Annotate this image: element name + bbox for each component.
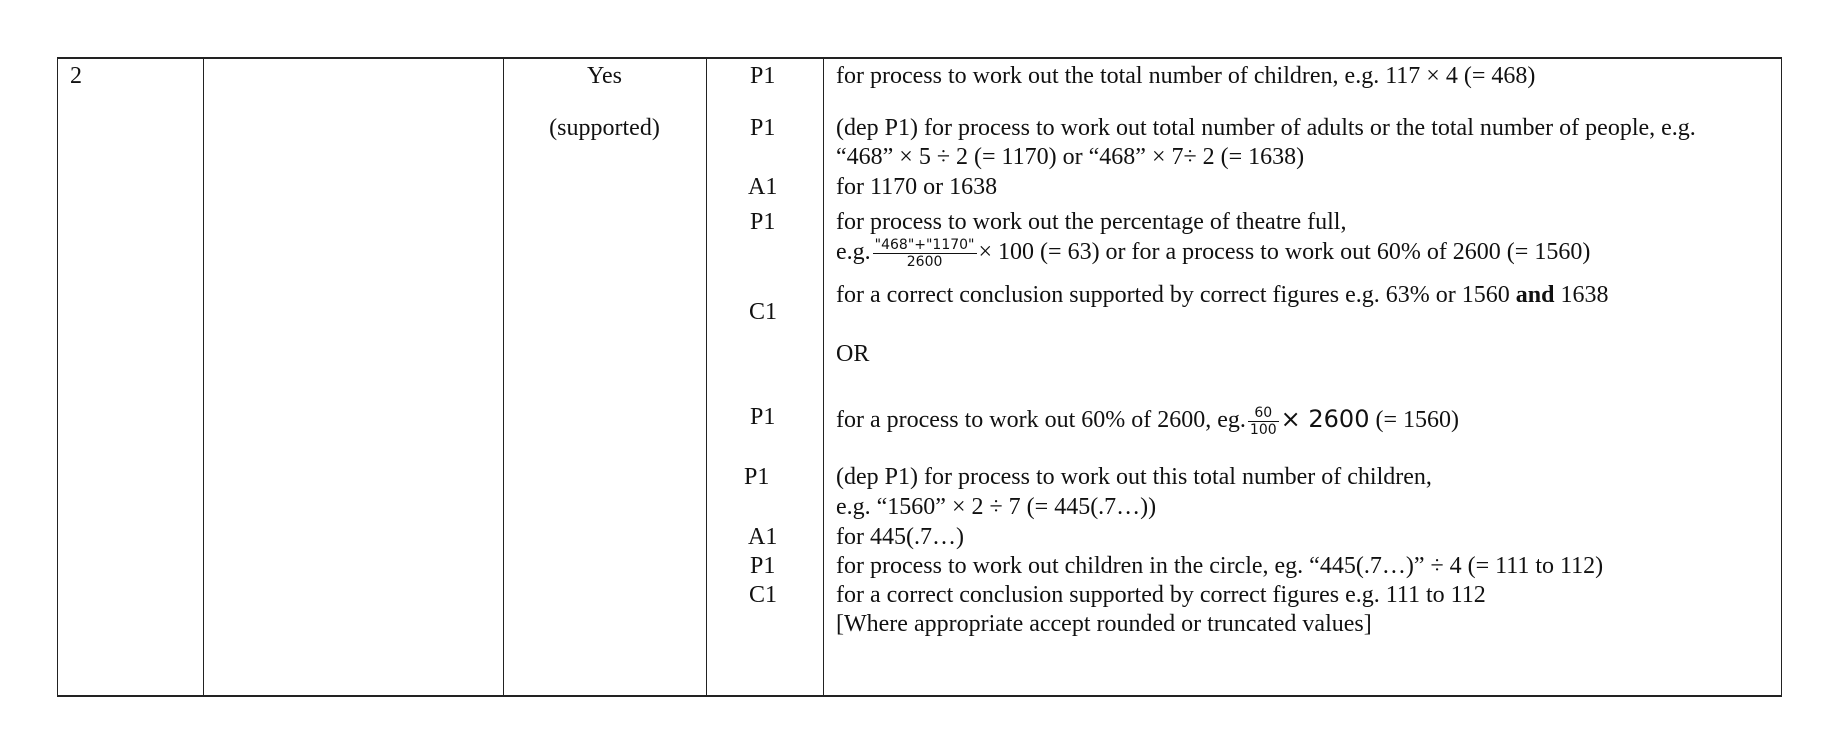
or-separator: OR <box>836 341 870 367</box>
guidance-text-pre: for a correct conclusion supported by correct figures e.g. 63% or 1560 <box>836 282 1510 308</box>
fraction-denominator: 2600 <box>906 254 943 270</box>
question-number: 2 <box>70 63 82 89</box>
guidance-text <box>836 237 1590 270</box>
guidance-prefix: e.g. <box>836 239 871 266</box>
mark-code: C1 <box>749 582 778 608</box>
fraction-denominator: 100 <box>1249 422 1277 438</box>
guidance-text: “468” × 5 ÷ 2 (= 1170) or “468” × 7÷ 2 (= 1638) <box>836 144 1305 170</box>
guidance-text-bold: and <box>1515 282 1555 308</box>
guidance-text: for 1170 or 1638 <box>836 174 998 200</box>
guidance-suffix: × 100 (= 63) or for a process to work out 60% of 2600 (= 1560) <box>978 239 1591 266</box>
guidance-text: for process to work out children in the circle, eg. “445(.7…)” ÷ 4 (= 111 to 112) <box>836 553 1604 579</box>
fraction-numerator: 60 <box>1248 405 1279 422</box>
guidance-text: for 445(.7…) <box>836 524 964 550</box>
guidance-text-post: 1638 <box>1560 282 1609 308</box>
guidance-prefix: for a process to work out 60% of 2600, eg. <box>836 407 1246 434</box>
mark-code: P1 <box>750 115 776 141</box>
guidance-text <box>836 405 1459 438</box>
guidance-text <box>836 281 1608 309</box>
answer-note: (supported) <box>549 115 660 141</box>
mark-code: A1 <box>748 174 778 200</box>
column-divider <box>503 57 504 697</box>
guidance-text: (dep P1) for process to work out total number of adults or the total number of people, e.g. <box>836 115 1696 141</box>
fraction <box>873 237 977 270</box>
mark-code: P1 <box>750 63 776 89</box>
answer: Yes <box>587 63 622 89</box>
guidance-note: [Where appropriate accept rounded or truncated values] <box>836 611 1372 637</box>
mark-code: P1 <box>750 553 776 579</box>
guidance-expression: × 2600 <box>1280 405 1370 434</box>
guidance-text: for process to work out the total number of children, e.g. 117 × 4 (= 468) <box>836 63 1536 89</box>
mark-code: C1 <box>749 299 778 325</box>
fraction <box>1248 405 1279 438</box>
mark-code: P1 <box>744 464 770 490</box>
column-divider <box>706 57 707 697</box>
guidance-text: for process to work out the percentage of theatre full, <box>836 209 1347 235</box>
column-divider <box>823 57 824 697</box>
fraction-numerator: "468"+"1170" <box>874 237 975 253</box>
guidance-text: for a correct conclusion supported by correct figures e.g. 111 to 112 <box>836 582 1486 608</box>
guidance-text: e.g. “1560” × 2 ÷ 7 (= 445(.7…)) <box>836 494 1157 520</box>
mark-code: P1 <box>750 209 776 235</box>
column-divider <box>203 57 204 697</box>
guidance-suffix: (= 1560) <box>1375 407 1460 434</box>
mark-code: P1 <box>750 404 776 430</box>
guidance-text: (dep P1) for process to work out this total number of children, <box>836 464 1432 490</box>
mark-code: A1 <box>748 524 778 550</box>
